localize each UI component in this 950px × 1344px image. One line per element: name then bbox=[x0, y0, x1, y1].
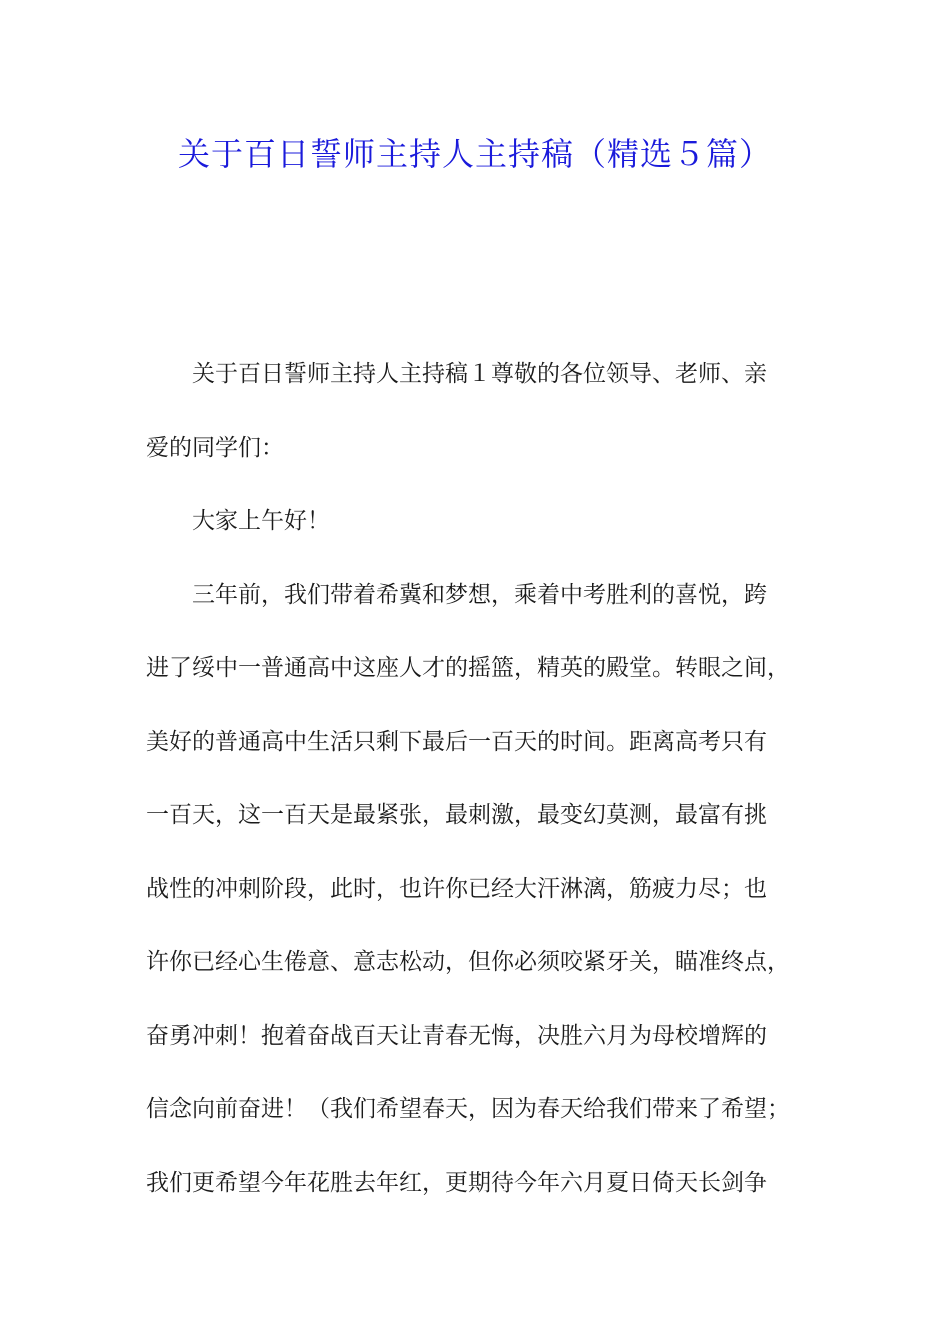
paragraph-line: 三年前，我们带着希冀和梦想，乘着中考胜利的喜悦，跨 bbox=[192, 581, 767, 608]
paragraph-line: 许你已经心生倦意、意志松动，但你必须咬紧牙关，瞄准终点， bbox=[146, 949, 790, 975]
document-body bbox=[146, 338, 814, 1220]
paragraph-line: 爱的同学们： bbox=[146, 434, 284, 461]
paragraph-line: 我们更希望今年花胜去年红，更期待今年六月夏日倚天长剑争 bbox=[146, 1169, 767, 1196]
paragraph-line: 进了绥中一普通高中这座人才的摇篮，精英的殿堂。转眼之间， bbox=[146, 655, 790, 681]
paragraph-line: 一百天，这一百天是最紧张，最刺激，最变幻莫测，最富有挑 bbox=[146, 802, 767, 828]
paragraph-line: 大家上午好！ bbox=[192, 508, 330, 534]
document-title: 关于百日誓师主持人主持稿（精选５篇） bbox=[177, 135, 772, 173]
paragraph-line: 美好的普通高中生活只剩下最后一百天的时间。距离高考只有 bbox=[146, 728, 767, 755]
paragraph-line: 信念向前奋进！（我们希望春天，因为春天给我们带来了希望； bbox=[146, 1096, 790, 1122]
paragraph-line: 战性的冲刺阶段，此时，也许你已经大汗淋漓，筋疲力尽；也 bbox=[146, 875, 767, 902]
paragraph-line: 奋勇冲刺！抱着奋战百天让青春无悔，决胜六月为母校增辉的 bbox=[146, 1022, 767, 1049]
paragraph-line: 关于百日誓师主持人主持稿１尊敬的各位领导、老师、亲 bbox=[192, 361, 767, 387]
